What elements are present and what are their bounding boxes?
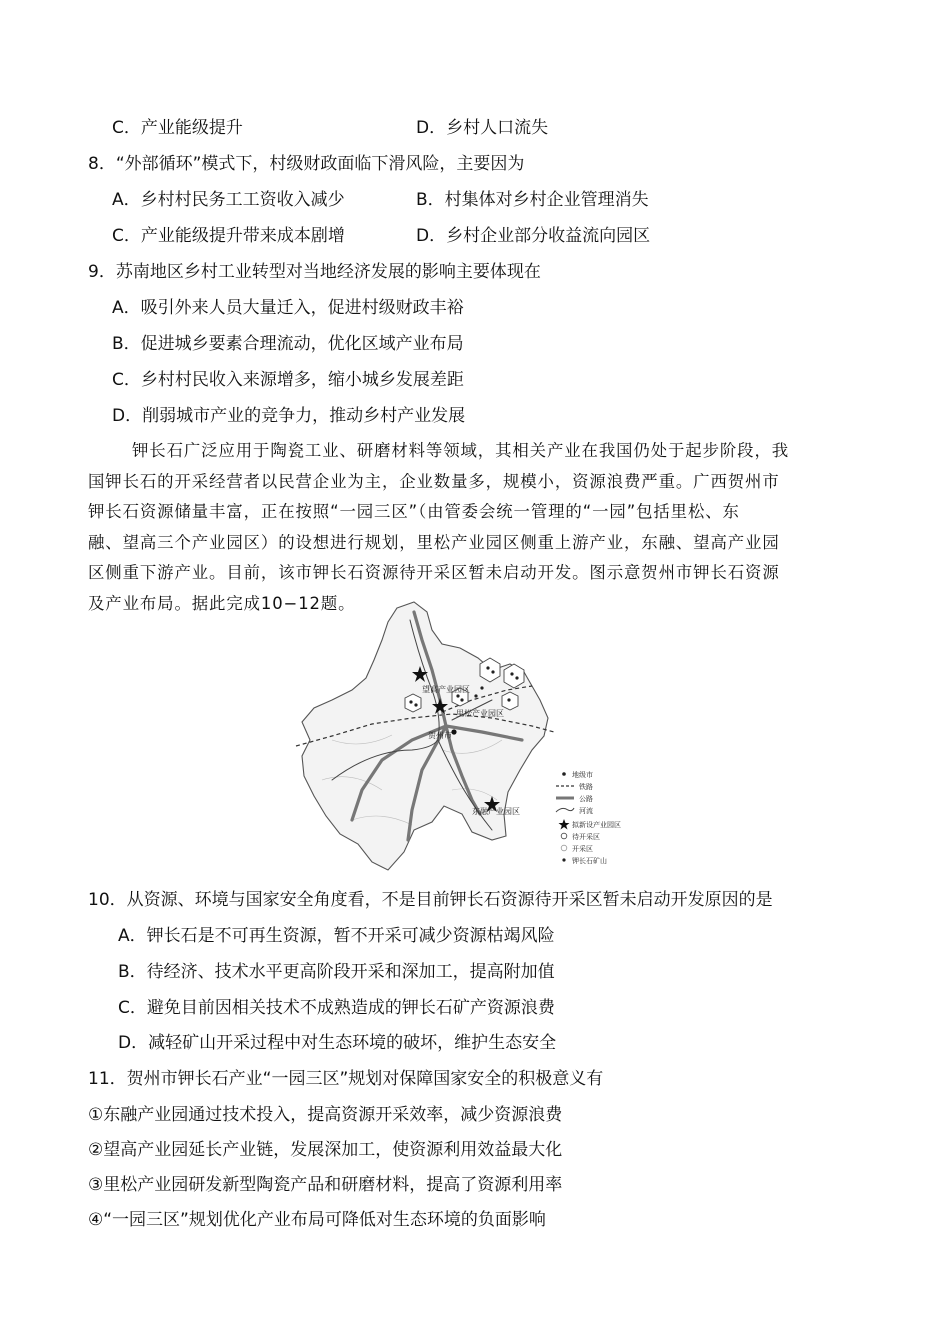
- q10-stem: 10．从资源、环境与国家安全角度看，不是目前钾长石资源待开采区暂未启动开发原因的是: [88, 890, 773, 910]
- passage-line: 国钾长石的开采经营者以民营企业为主，企业数量多，规模小，资源浪费严重。广西贺州市: [88, 471, 780, 491]
- legend-pending-area: 待开采区: [572, 833, 600, 841]
- label-hezhou-city: 贺州市: [428, 731, 452, 740]
- label-dongrong-park: 东融产业园区: [472, 807, 520, 816]
- legend-river: 河流: [579, 807, 593, 815]
- legend-mining-area: 开采区: [572, 845, 593, 853]
- hezhou-city-dot: [451, 729, 456, 734]
- mine-dot: [491, 670, 494, 673]
- hezhou-feldspar-map: [292, 600, 652, 876]
- mine-dot: [456, 694, 459, 697]
- legend-city: 地级市: [572, 771, 593, 779]
- mine-dot: [480, 686, 483, 689]
- q11-item-4: ④“一园三区”规划优化产业布局可降低对生态环境的负面影响: [88, 1210, 546, 1230]
- mine-dot: [515, 676, 518, 679]
- q9-stem: 9．苏南地区乡村工业转型对当地经济发展的影响主要体现在: [88, 262, 541, 282]
- q11-item-1: ①东融产业园通过技术投入，提高资源开采效率，减少资源浪费: [88, 1105, 563, 1125]
- q7-option-c: C．产业能级提升: [112, 118, 243, 138]
- mine-dot: [507, 698, 510, 701]
- legend-symbol-pending: [561, 833, 567, 839]
- mine-dot: [474, 694, 477, 697]
- q8-option-d: D．乡村企业部分收益流向园区: [416, 226, 651, 246]
- map-legend: [556, 770, 621, 865]
- mine-dot: [409, 700, 412, 703]
- legend-symbol-river: [556, 808, 574, 812]
- q11-stem: 11．贺州市钾长石产业“一园三区”规划对保障国家安全的积极意义有: [88, 1069, 604, 1089]
- legend-feldspar-mine: 钾长石矿山: [572, 857, 607, 865]
- q11-item-2: ②望高产业园延长产业链，发展深加工，使资源利用效益最大化: [88, 1140, 563, 1160]
- q9-option-c: C．乡村村民收入来源增多，缩小城乡发展差距: [112, 370, 464, 390]
- mine-dot: [460, 698, 463, 701]
- legend-railway: 铁路: [579, 783, 593, 791]
- pending-mining-area: [405, 694, 421, 712]
- legend-symbol-city: [562, 772, 566, 776]
- q10-option-c: C．避免目前因相关技术不成熟造成的钾长石矿产资源浪费: [118, 998, 555, 1018]
- legend-symbol-mine: [562, 858, 565, 861]
- mine-dot: [486, 666, 489, 669]
- q10-option-b: B．待经济、技术水平更高阶段开采和深加工，提高附加值: [118, 962, 555, 982]
- q8-stem: 8．“外部循环”模式下，村级财政面临下滑风险，主要因为: [88, 154, 525, 174]
- legend-symbol-mining: [561, 845, 567, 851]
- legend-symbol-star: [559, 819, 570, 830]
- q10-option-d: D．减轻矿山开采过程中对生态环境的破坏，维护生态安全: [118, 1033, 557, 1053]
- q9-option-b: B．促进城乡要素合理流动，优化区域产业布局: [112, 334, 464, 354]
- q8-option-c: C．产业能级提升带来成本剧增: [112, 226, 345, 246]
- q9-option-d: D．削弱城市产业的竞争力，推动乡村产业发展: [112, 406, 466, 426]
- passage-line: 及产业布局。据此完成10−12题。: [88, 593, 356, 613]
- passage-line: 钾长石广泛应用于陶瓷工业、研磨材料等领域，其相关产业在我国仍处于起步阶段，我: [132, 441, 790, 460]
- q10-option-a: A．钾长石是不可再生资源，暂不开采可减少资源枯竭风险: [118, 926, 555, 946]
- passage-line: 融、望高三个产业园区）的设想进行规划，里松产业园区侧重上游产业，东融、望高产业园: [88, 532, 780, 552]
- legend-highway: 公路: [579, 795, 593, 803]
- q9-option-a: A．吸引外来人员大量迁入，促进村级财政丰裕: [112, 298, 464, 318]
- label-wanggao-park: 望高产业园区: [422, 685, 470, 694]
- q8-option-b: B．村集体对乡村企业管理消失: [416, 190, 649, 210]
- legend-planned-park: 拟新设产业园区: [572, 821, 621, 829]
- q8-option-a: A．乡村村民务工工资收入减少: [112, 190, 345, 210]
- label-lisong-park: 里松产业园区: [456, 709, 504, 718]
- q7-option-d: D．乡村人口流失: [416, 118, 549, 138]
- mine-dot: [510, 672, 513, 675]
- passage-line: 钾长石资源储量丰富，正在按照“一园三区”（由管委会统一管理的“一园”包括里松、东: [88, 502, 740, 521]
- passage-line: 区侧重下游产业。目前，该市钾长石资源待开采区暂未启动开发。图示意贺州市钾长石资源: [88, 563, 780, 582]
- passage: [88, 436, 858, 619]
- mine-dot: [414, 703, 417, 706]
- q11-item-3: ③里松产业园研发新型陶瓷产品和研磨材料，提高了资源利用率: [88, 1175, 563, 1195]
